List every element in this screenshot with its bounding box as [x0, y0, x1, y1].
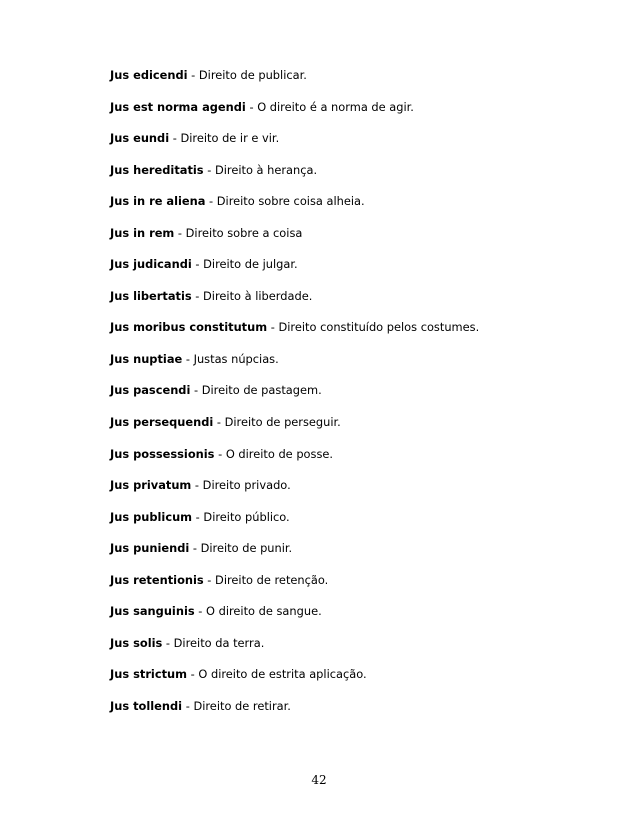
term-separator: -	[191, 478, 203, 493]
term-separator: -	[213, 415, 225, 430]
glossary-term: Jus in re aliena	[110, 194, 206, 209]
glossary-entry	[110, 382, 610, 414]
glossary-entry	[110, 477, 610, 509]
glossary-entry	[110, 446, 610, 478]
term-separator: -	[267, 320, 279, 335]
glossary-entry	[110, 509, 610, 541]
glossary-definition: Direito de pastagem.	[201, 383, 322, 398]
term-separator: -	[162, 635, 174, 650]
glossary-term: Jus strictum	[110, 667, 188, 682]
glossary-definition: O direito de posse.	[225, 446, 334, 461]
term-separator: -	[191, 257, 204, 272]
term-separator: -	[192, 509, 204, 524]
glossary-definition: Direito da terra.	[173, 635, 265, 650]
glossary-term: Jus publicum	[110, 509, 193, 524]
glossary-term: Jus retentionis	[110, 572, 204, 587]
glossary-definition: Direito de julgar.	[203, 257, 298, 272]
glossary-term: Jus puniendi	[110, 541, 190, 556]
term-separator: -	[203, 572, 216, 587]
glossary-term: Jus est norma agendi	[110, 99, 246, 114]
glossary-term: Jus pascendi	[110, 383, 191, 398]
glossary-definition: Direito à herança.	[214, 162, 318, 177]
term-separator: -	[194, 604, 206, 619]
glossary-entry	[110, 540, 610, 572]
glossary-term: Jus hereditatis	[110, 162, 204, 177]
glossary-term: Jus edicendi	[110, 68, 188, 82]
glossary-term: Jus judicandi	[110, 257, 192, 272]
glossary-term: Jus tollendi	[110, 698, 183, 713]
term-separator: -	[182, 351, 194, 366]
glossary-entry	[110, 67, 610, 99]
glossary-term: Jus libertatis	[110, 288, 192, 303]
glossary-entry	[110, 698, 610, 730]
glossary-entry	[110, 351, 610, 383]
glossary-definition: Direito privado.	[202, 478, 291, 493]
glossary-definition: Direito de perseguir.	[224, 415, 341, 430]
glossary-term: Jus eundi	[110, 131, 170, 146]
glossary-definition: Direito de ir e vir.	[180, 131, 280, 146]
glossary-entry	[110, 256, 610, 288]
glossary-term: Jus in rem	[110, 225, 175, 240]
glossary-list	[110, 67, 610, 729]
term-separator: -	[203, 162, 215, 177]
glossary-entry	[110, 130, 610, 162]
glossary-term: Jus persequendi	[110, 415, 214, 430]
glossary-definition: Direito público.	[203, 509, 290, 524]
glossary-definition: Direito à liberdade.	[203, 288, 313, 303]
glossary-entry	[110, 99, 610, 131]
glossary-definition: Direito de punir.	[200, 541, 293, 556]
glossary-term: Jus solis	[110, 635, 163, 650]
term-separator: -	[245, 99, 258, 114]
glossary-term: Jus possessionis	[110, 446, 215, 461]
glossary-entry	[110, 666, 610, 698]
glossary-definition: Direito sobre coisa alheia.	[216, 194, 365, 209]
term-separator: -	[187, 667, 199, 682]
glossary-definition: O direito é a norma de agir.	[257, 99, 414, 114]
glossary-entry	[110, 414, 610, 446]
glossary-definition: O direito de sangue.	[206, 604, 322, 619]
term-separator: -	[214, 446, 226, 461]
page-number: 42	[311, 773, 327, 787]
glossary-entry	[110, 193, 610, 225]
glossary-entry	[110, 319, 610, 351]
glossary-definition: Direito de retirar.	[193, 698, 291, 713]
glossary-term: Jus moribus constitutum	[110, 320, 268, 335]
glossary-entry	[110, 162, 610, 194]
term-separator: -	[182, 698, 194, 713]
glossary-definition: Justas núpcias.	[193, 351, 279, 366]
glossary-entry	[110, 225, 610, 257]
glossary-definition: O direito de estrita aplicação.	[198, 667, 367, 682]
glossary-term: Jus nuptiae	[110, 351, 183, 366]
glossary-definition: Direito sobre a coisa	[185, 225, 303, 240]
term-separator: -	[169, 131, 181, 146]
glossary-term: Jus sanguinis	[110, 604, 195, 619]
glossary-definition: Direito de publicar.	[198, 68, 307, 82]
term-separator: -	[190, 383, 202, 398]
term-separator: -	[187, 68, 199, 82]
glossary-definition: Direito constituído pelos costumes.	[278, 320, 480, 335]
glossary-entry	[110, 635, 610, 667]
term-separator: -	[174, 225, 186, 240]
term-separator: -	[189, 541, 201, 556]
term-separator: -	[191, 288, 204, 303]
glossary-entry	[110, 603, 610, 635]
glossary-term: Jus privatum	[110, 478, 192, 493]
glossary-entry	[110, 572, 610, 604]
glossary-entry	[110, 288, 610, 320]
glossary-definition: Direito de retenção.	[215, 572, 329, 587]
term-separator: -	[205, 194, 217, 209]
